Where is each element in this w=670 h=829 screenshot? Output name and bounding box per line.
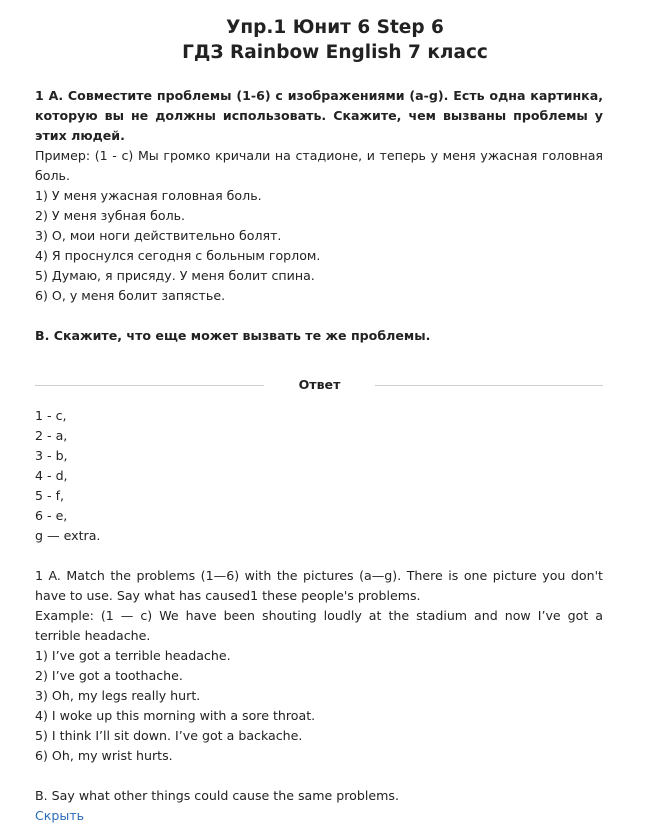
- spacer: [35, 306, 603, 326]
- english-item: 3) Oh, my legs really hurt.: [35, 688, 201, 703]
- hide-answer-link[interactable]: Скрыть: [35, 808, 85, 823]
- task-russian: [35, 86, 603, 346]
- english-item: 5) I think I’ll sit down. I’ve got a backache.: [35, 728, 303, 743]
- task-heading: 1 А. Совместите проблемы (1-6) с изображениями (a-g). Есть одна картинка, которую вы не должны использовать. Скажите, чем вызваны проблемы у этих людей.: [35, 88, 603, 143]
- english-heading: 1 A. Match the problems (1—6) with the pictures (a—g). There is one picture you don't have to use. Say what has caused1 these people's problems.: [35, 568, 603, 603]
- answer-item: 5 - f,: [35, 488, 65, 503]
- answer-heading: Ответ: [298, 377, 341, 392]
- answer-item: 6 - e,: [35, 508, 68, 523]
- answer-item: 2 - a,: [35, 428, 68, 443]
- task-item: 1) У меня ужасная головная боль.: [35, 188, 262, 203]
- task-item: 3) О, мои ноги действительно болят.: [35, 228, 282, 243]
- answer-list: [35, 406, 603, 546]
- answer-item: g — extra.: [35, 528, 101, 543]
- task-english: [35, 566, 603, 826]
- title-line-1: Упр.1 Юнит 6 Step 6: [226, 17, 444, 38]
- task-example: Пример: (1 - с) Мы громко кричали на стадионе, и теперь у меня ужасная головная боль.: [35, 148, 603, 183]
- english-item: 4) I woke up this morning with a sore throat.: [35, 708, 316, 723]
- english-item: 6) Oh, my wrist hurts.: [35, 748, 173, 763]
- divider-rule-left: [35, 385, 264, 386]
- answer-divider: [35, 374, 603, 396]
- task-item: 5) Думаю, я присяду. У меня болит спина.: [35, 268, 315, 283]
- task-item: 2) У меня зубная боль.: [35, 208, 186, 223]
- spacer: [35, 766, 603, 786]
- title-line-2: ГДЗ Rainbow English 7 класс: [182, 42, 488, 63]
- english-item: 2) I’ve got a toothache.: [35, 668, 183, 683]
- answer-item: 3 - b,: [35, 448, 68, 463]
- answer-item: 1 - c,: [35, 408, 67, 423]
- divider-rule-right: [375, 385, 603, 386]
- english-item: 1) I’ve got a terrible headache.: [35, 648, 231, 663]
- english-part-b: B. Say what other things could cause the same problems.: [35, 788, 399, 803]
- task-item: 6) О, у меня болит запястье.: [35, 288, 226, 303]
- answer-item: 4 - d,: [35, 468, 68, 483]
- task-item: 4) Я проснулся сегодня с больным горлом.: [35, 248, 321, 263]
- task-part-b: В. Скажите, что еще может вызвать те же проблемы.: [35, 328, 431, 343]
- english-example: Example: (1 — c) We have been shouting loudly at the stadium and now I’ve got a terrible headache.: [35, 608, 603, 643]
- page-title: [0, 15, 670, 65]
